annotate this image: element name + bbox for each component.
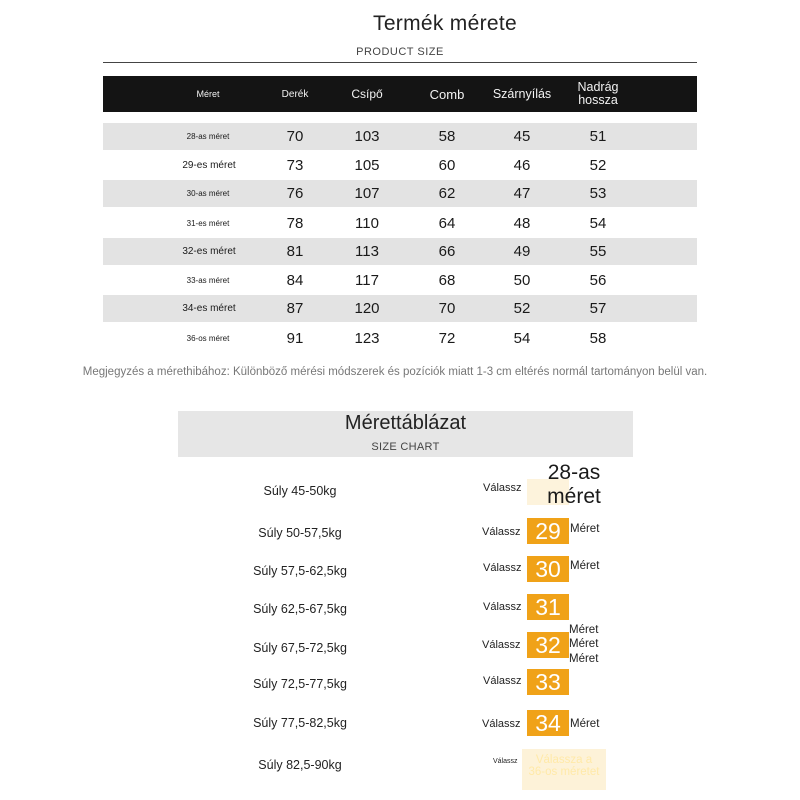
size-chart-subtitle: SIZE CHART — [371, 441, 440, 453]
hip-cell: 120 — [354, 300, 380, 317]
thigh-cell: 66 — [438, 243, 456, 260]
waist-cell: 76 — [286, 185, 304, 202]
choose-label: Válassz — [493, 758, 518, 765]
weight-label: Súly 50-57,5kg — [258, 526, 342, 540]
size-36-label — [522, 749, 606, 790]
size-cell: 30-as méret — [186, 189, 230, 198]
column-header-thigh: Comb — [429, 86, 465, 102]
divider — [103, 62, 697, 63]
length-cell: 54 — [589, 214, 607, 232]
size-cell: 28-as méret — [186, 132, 230, 141]
column-header-leg-opening: Szárnyílás — [492, 86, 552, 101]
meret-tag: Méret — [570, 718, 600, 730]
column-header-length — [548, 76, 648, 112]
hip-cell: 103 — [354, 128, 380, 145]
page-subtitle: PRODUCT SIZE — [356, 46, 444, 58]
weight-label: Súly 62,5-67,5kg — [253, 602, 347, 616]
thigh-cell: 58 — [438, 128, 456, 145]
leg-cell: 47 — [513, 185, 531, 202]
leg-cell: 46 — [513, 156, 531, 174]
leg-cell: 52 — [513, 300, 531, 317]
waist-cell: 91 — [286, 329, 304, 347]
table-row — [103, 295, 697, 322]
thigh-cell: 70 — [438, 300, 456, 317]
length-cell: 51 — [589, 128, 607, 145]
length-cell: 56 — [589, 271, 607, 289]
size-28-label — [536, 461, 612, 509]
table-row — [103, 151, 697, 179]
size-28-line1: 28-as — [547, 461, 601, 484]
size-badge-30: 30 — [527, 556, 569, 582]
length-cell: 57 — [589, 300, 607, 317]
thigh-cell: 64 — [438, 214, 456, 232]
hip-cell: 105 — [354, 156, 380, 174]
page-title: Termék mérete — [373, 12, 517, 35]
meret-tag: Méret — [570, 523, 600, 535]
weight-label: Súly 77,5-82,5kg — [253, 716, 347, 730]
waist-cell: 84 — [286, 271, 304, 289]
measurement-note: Megjegyzés a mérethibához: Különböző mérési módszerek és pozíciók miatt 1-3 cm eltérés normál tartományon belül van. — [82, 366, 708, 378]
length-cell: 52 — [589, 156, 607, 174]
choose-label: Válassz — [482, 526, 521, 538]
waist-cell: 81 — [286, 243, 304, 260]
hip-cell: 107 — [354, 185, 380, 202]
size-cell: 34-es méret — [182, 303, 236, 314]
size-chart-title: Mérettáblázat — [344, 412, 467, 434]
size-cell: 33-as méret — [186, 275, 230, 285]
size-cell: 31-es méret — [186, 218, 230, 228]
leg-cell: 45 — [513, 128, 531, 145]
size-cell: 36-os méret — [186, 333, 230, 343]
weight-label: Súly 57,5-62,5kg — [253, 564, 347, 578]
size-badge-29: 29 — [527, 518, 569, 544]
leg-cell: 50 — [513, 271, 531, 289]
column-header-waist: Derék — [281, 88, 309, 100]
leg-cell: 54 — [513, 329, 531, 347]
thigh-cell: 60 — [438, 156, 456, 174]
column-header-size: Méret — [196, 88, 220, 99]
table-header — [103, 76, 697, 112]
table-row — [103, 266, 697, 294]
size-badge-31: 31 — [527, 594, 569, 620]
length-cell: 55 — [589, 243, 607, 260]
weight-label: Súly 67,5-72,5kg — [253, 641, 347, 655]
table-row — [103, 209, 697, 237]
table-row — [103, 238, 697, 265]
waist-cell: 87 — [286, 300, 304, 317]
weight-label: Súly 72,5-77,5kg — [253, 677, 347, 691]
waist-cell: 78 — [286, 214, 304, 232]
choose-label: Válassz — [483, 562, 522, 574]
weight-label: Súly 82,5-90kg — [258, 758, 342, 772]
table-row — [103, 180, 697, 207]
choose-label: Válassz — [483, 601, 522, 613]
thigh-cell: 62 — [438, 185, 456, 202]
thigh-cell: 72 — [438, 329, 456, 347]
size-badge-32: 32 — [527, 632, 569, 658]
waist-cell: 73 — [286, 156, 304, 174]
size-badge-34: 34 — [527, 710, 569, 736]
leg-cell: 49 — [513, 243, 531, 260]
hip-cell: 123 — [354, 329, 380, 347]
length-cell: 58 — [589, 329, 607, 347]
size-badge-33: 33 — [527, 669, 569, 695]
choose-label: Válassz — [483, 675, 522, 687]
meret-tag: Méret — [569, 624, 599, 636]
table-row — [103, 324, 697, 352]
choose-label: Válassz — [483, 482, 522, 494]
size-cell: 29-es méret — [182, 159, 236, 171]
size-36-line2: 36-os méretet — [528, 766, 600, 778]
column-header-length-line2: hossza — [578, 93, 618, 107]
size-cell: 32-es méret — [182, 246, 236, 257]
choose-label: Válassz — [482, 639, 521, 651]
length-cell: 53 — [589, 185, 607, 202]
size-36-line1: Válassza a — [535, 754, 593, 766]
column-header-hip: Csípő — [351, 86, 383, 101]
hip-cell: 117 — [355, 271, 379, 289]
hip-cell: 113 — [355, 243, 379, 260]
size-28-line2: méret — [547, 485, 601, 508]
meret-tag: Méret — [569, 638, 599, 650]
hip-cell: 110 — [355, 214, 379, 232]
column-header-length-line1: Nadrág — [577, 80, 619, 94]
meret-tag: Méret — [570, 560, 600, 572]
weight-label: Súly 45-50kg — [263, 484, 337, 498]
leg-cell: 48 — [513, 214, 531, 232]
table-row — [103, 123, 697, 150]
thigh-cell: 68 — [438, 271, 456, 289]
meret-tag: Méret — [569, 653, 599, 665]
waist-cell: 70 — [286, 128, 304, 145]
choose-label: Válassz — [482, 718, 521, 730]
